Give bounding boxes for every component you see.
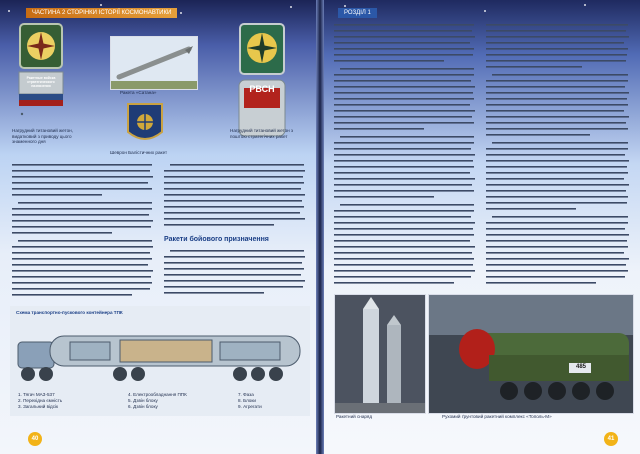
legend-item: 4. Електрообладнання ППК <box>128 392 187 397</box>
topol-m-image <box>429 295 633 413</box>
book-gutter <box>316 0 324 454</box>
legend-item: 9. Агрегати <box>238 404 262 409</box>
star-dot <box>8 10 10 12</box>
left-page <box>0 0 316 454</box>
shield-icon <box>126 102 164 148</box>
right-page <box>324 0 640 454</box>
rvsn-emblem-icon <box>236 22 288 142</box>
star-dot <box>290 6 292 8</box>
body-column-left <box>334 22 476 290</box>
star-dot <box>584 4 586 6</box>
rocket-projectile-photo <box>334 294 426 414</box>
shield-badge <box>126 102 164 148</box>
section-body-text <box>164 248 306 302</box>
body-column-right <box>164 162 306 234</box>
rocket-projectile-caption: Ракетний снаряд <box>336 414 373 419</box>
diagram-title: Схема транспортно-пускового контейнера ТПК <box>16 310 123 315</box>
legend-item: 5. Дзвін блоку <box>128 398 158 403</box>
star-dot <box>344 5 346 7</box>
body-column-left <box>12 162 154 302</box>
star-dot <box>180 12 182 14</box>
text-lines-placeholder <box>334 22 476 290</box>
text-lines-placeholder <box>164 162 306 234</box>
emblem-badge-right <box>236 22 288 142</box>
rocket-projectile-image <box>335 295 425 413</box>
legend-item: 1. Тягач МАЗ-537 <box>18 392 55 397</box>
shield-caption: Шеврон Балістичних ракет <box>110 150 168 155</box>
tpk-truck-drawing <box>10 318 310 392</box>
topol-m-caption: Рухомий ґрунтовий ракетний комплекс «Тополь-М» <box>442 414 552 419</box>
rocket-forces-emblem-icon <box>16 22 66 126</box>
text-lines-placeholder <box>486 22 630 290</box>
star-dot <box>100 4 102 6</box>
legend-item: 3. Загальний відсік <box>18 404 59 409</box>
emblem-badge-left <box>16 22 66 126</box>
text-lines-placeholder <box>12 162 154 302</box>
rvsn-badge-text: РВСН <box>249 84 275 94</box>
section-header: РОЗДІЛ 1 <box>338 8 377 18</box>
emblem-left-caption: Нагрудний титановий жетон, видатковий з приводу цього знаменного дня <box>12 128 73 145</box>
page-number-left: 40 <box>28 432 42 446</box>
diagram-legend <box>18 392 308 416</box>
emblem-badge-text: Ракетные войска стратегического назначения <box>26 76 56 88</box>
emblem-right-caption: Нагрудний титановий жетон з поштою стратегічних ракет <box>230 128 294 139</box>
page-number-right: 41 <box>604 432 618 446</box>
topol-m-photo <box>428 294 634 414</box>
body-column-right <box>486 22 630 290</box>
legend-item: 7. Фаза <box>238 392 254 397</box>
legend-item: 6. Дзвін блоку <box>128 404 158 409</box>
star-dot <box>484 10 486 12</box>
truck-number: 485 <box>575 364 586 370</box>
legend-item: 2. Перехідна ємність <box>18 398 63 403</box>
rocket-photo-image <box>111 37 197 89</box>
rocket-photo-caption: Ракета «Сатана» <box>120 90 157 95</box>
rocket-photo <box>110 36 198 90</box>
legend-item: 8. Блоки <box>238 398 256 403</box>
section-title: Ракети бойового призначення <box>164 236 269 243</box>
text-lines-placeholder <box>164 248 306 302</box>
chapter-header: ЧАСТИНА 2 СТОРІНКИ ІСТОРІЇ КОСМОНАВТИКИ <box>26 8 177 18</box>
tpk-diagram <box>10 306 310 416</box>
